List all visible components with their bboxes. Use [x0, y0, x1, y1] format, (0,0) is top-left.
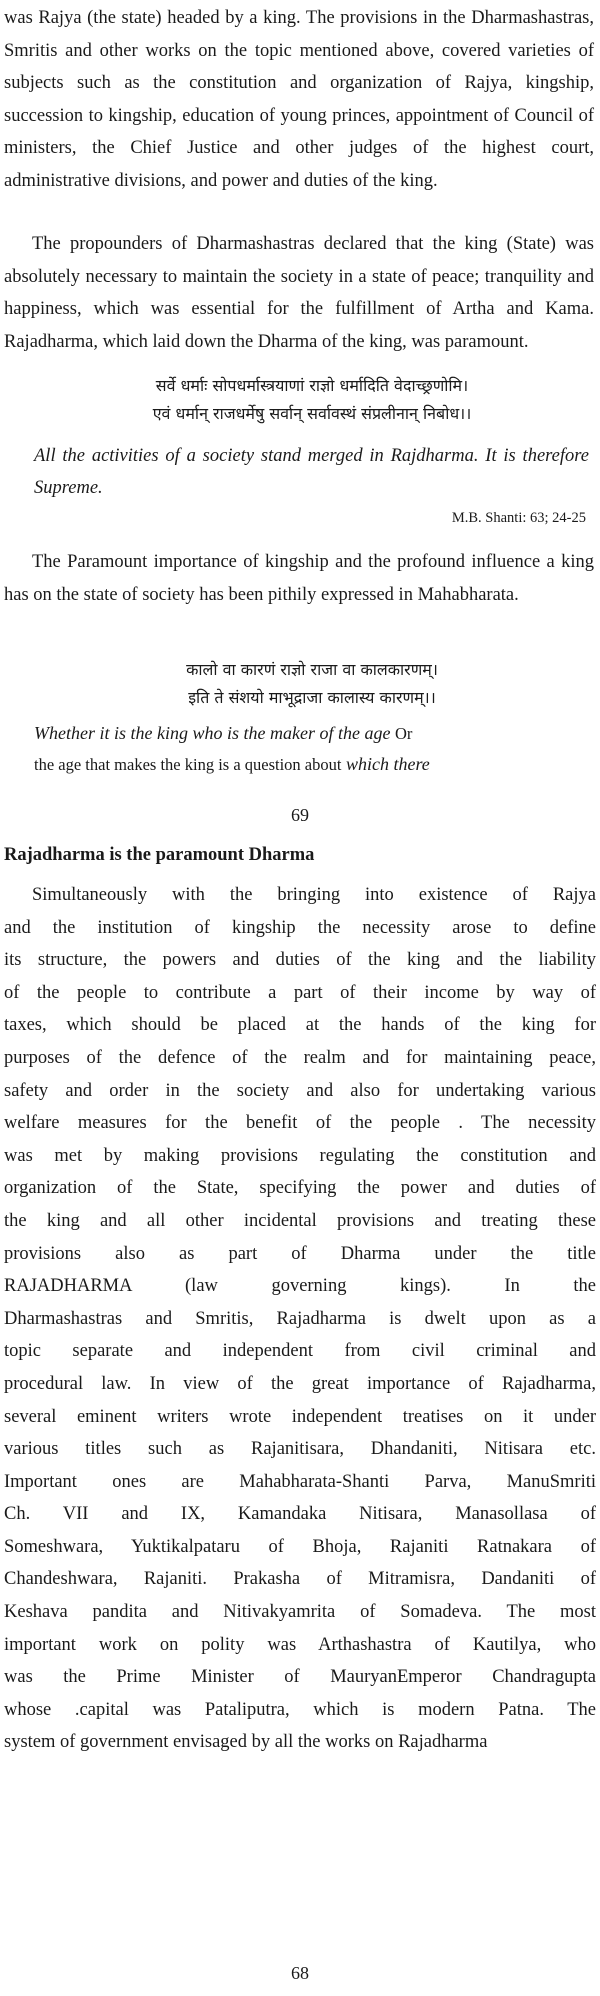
- body-line: Important ones are Mahabharata-Shanti Parva, ManuSmriti: [4, 1471, 596, 1492]
- body-paragraph: [4, 879, 596, 1759]
- body-line: various titles such as Rajanitisara, Dhandaniti, Nitisara etc.: [4, 1439, 596, 1460]
- body-line: taxes, which should be placed at the hands of the king for: [4, 1015, 596, 1036]
- quote-2-line-1-normal: Or: [394, 724, 413, 743]
- section-heading: Rajadharma is the paramount Dharma: [4, 845, 315, 865]
- body-line: organization of the State, specifying the power and duties of: [4, 1178, 596, 1199]
- page-number-69: 69: [291, 805, 309, 825]
- body-line: Chandeshwara, Rajaniti. Prakasha of Mitramisra, Dandaniti of: [4, 1569, 596, 1590]
- body-line: Someshwara, Yuktikalpataru of Bhoja, Rajaniti Ratnakara of: [4, 1536, 596, 1557]
- body-line: Keshava pandita and Nitivakyamrita of Somadeva. The most: [4, 1602, 596, 1623]
- paragraph-intro: was Rajya (the state) headed by a king. The provisions in the Dharmashastras, Smritis and other works on the topic mentioned above, covered varieties of subjects such as the constitution and organization of Rajya, kingship, succession to kingship, education of young princes, appointment of Council of ministers, the Chief Justice and other judges of the highest court, administrative divisions, and power and duties of the king.: [4, 8, 594, 191]
- body-line: purposes of the defence of the realm and for maintaining peace,: [4, 1047, 596, 1068]
- citation-1: M.B. Shanti: 63; 24-25: [451, 510, 586, 526]
- paragraph-propounders: The propounders of Dharmashastras declared that the king (State) was absolutely necessary to maintain the society in a state of peace; tranquility and happiness, which was essential for the fulfillment of Artha and Kama. Rajadharma, which laid down the Dharma of the king, was paramount.: [4, 234, 594, 352]
- body-line: system of government envisaged by all the works on Rajadharma: [4, 1732, 488, 1753]
- sanskrit-verse-2: [0, 656, 600, 712]
- body-line: several eminent writers wrote independent treatises on it under: [4, 1406, 596, 1427]
- body-line: and the institution of kingship the necessity arose to define: [4, 917, 596, 938]
- body-line: was met by making provisions regulating the constitution and: [4, 1145, 596, 1166]
- body-line: of the people to contribute a part of their income by way of: [4, 982, 596, 1003]
- body-line: provisions also as part of Dharma under the title: [4, 1243, 596, 1264]
- body-line: Ch. VII and IX, Kamandaka Nitisara, Manasollasa of: [4, 1504, 596, 1525]
- body-line: Simultaneously with the bringing into existence of Rajya: [32, 885, 596, 905]
- paragraph-paramount: The Paramount importance of kingship and the profound influence a king has on the state of society has been pithily expressed in Mahabharata.: [4, 552, 594, 605]
- verse-2-line-2: इति ते संशयो माभूद्राजा कालास्य कारणम्।।: [188, 688, 436, 707]
- quote-2-line-2-italic: which there: [345, 754, 430, 774]
- sanskrit-verse-1: [0, 372, 600, 428]
- body-line: the king and all other incidental provisions and treating these: [4, 1210, 596, 1231]
- verse-2-line-1: कालो वा कारणं राज्ञो राजा वा कालकारणम्।: [186, 660, 438, 679]
- body-line: topic separate and independent from civil criminal and: [4, 1341, 596, 1362]
- body-line: whose .capital was Pataliputra, which is modern Patna. The: [4, 1699, 596, 1720]
- page-number-68: 68: [291, 1963, 309, 1983]
- quote-translation-1: All the activities of a society stand merged in Rajdharma. It is therefore Supreme.: [34, 446, 589, 498]
- body-line: important work on polity was Arthashastra of Kautilya, who: [4, 1634, 596, 1655]
- body-line: Dharmashastras and Smritis, Rajadharma is dwelt upon as a: [4, 1308, 596, 1329]
- body-line: procedural law. In view of the great importance of Rajadharma,: [4, 1373, 596, 1394]
- verse-1-line-2: एवं धर्मान् राजधर्मेषु सर्वान् सर्वावस्थं संप्रलीनान् निबोध।।: [152, 404, 472, 423]
- quote-translation-2: [34, 718, 594, 780]
- body-line: safety and order in the society and also for undertaking various: [4, 1080, 596, 1101]
- body-line: was the Prime Minister of MauryanEmperor Chandragupta: [4, 1667, 596, 1688]
- body-line: its structure, the powers and duties of the king and the liability: [4, 950, 596, 971]
- verse-1-line-1: सर्वे धर्माः सोपधर्मास्त्रयाणां राज्ञो धर्मादिति वेदाच्छ्रणोमि।: [155, 376, 469, 395]
- body-line: RAJADHARMA (law governing kings). In the: [4, 1276, 596, 1297]
- quote-2-line-1-italic: Whether it is the king who is the maker of the age: [34, 723, 391, 743]
- quote-2-line-2-normal: the age that makes the king is a question about: [34, 755, 342, 774]
- body-line: welfare measures for the benefit of the people . The necessity: [4, 1113, 596, 1134]
